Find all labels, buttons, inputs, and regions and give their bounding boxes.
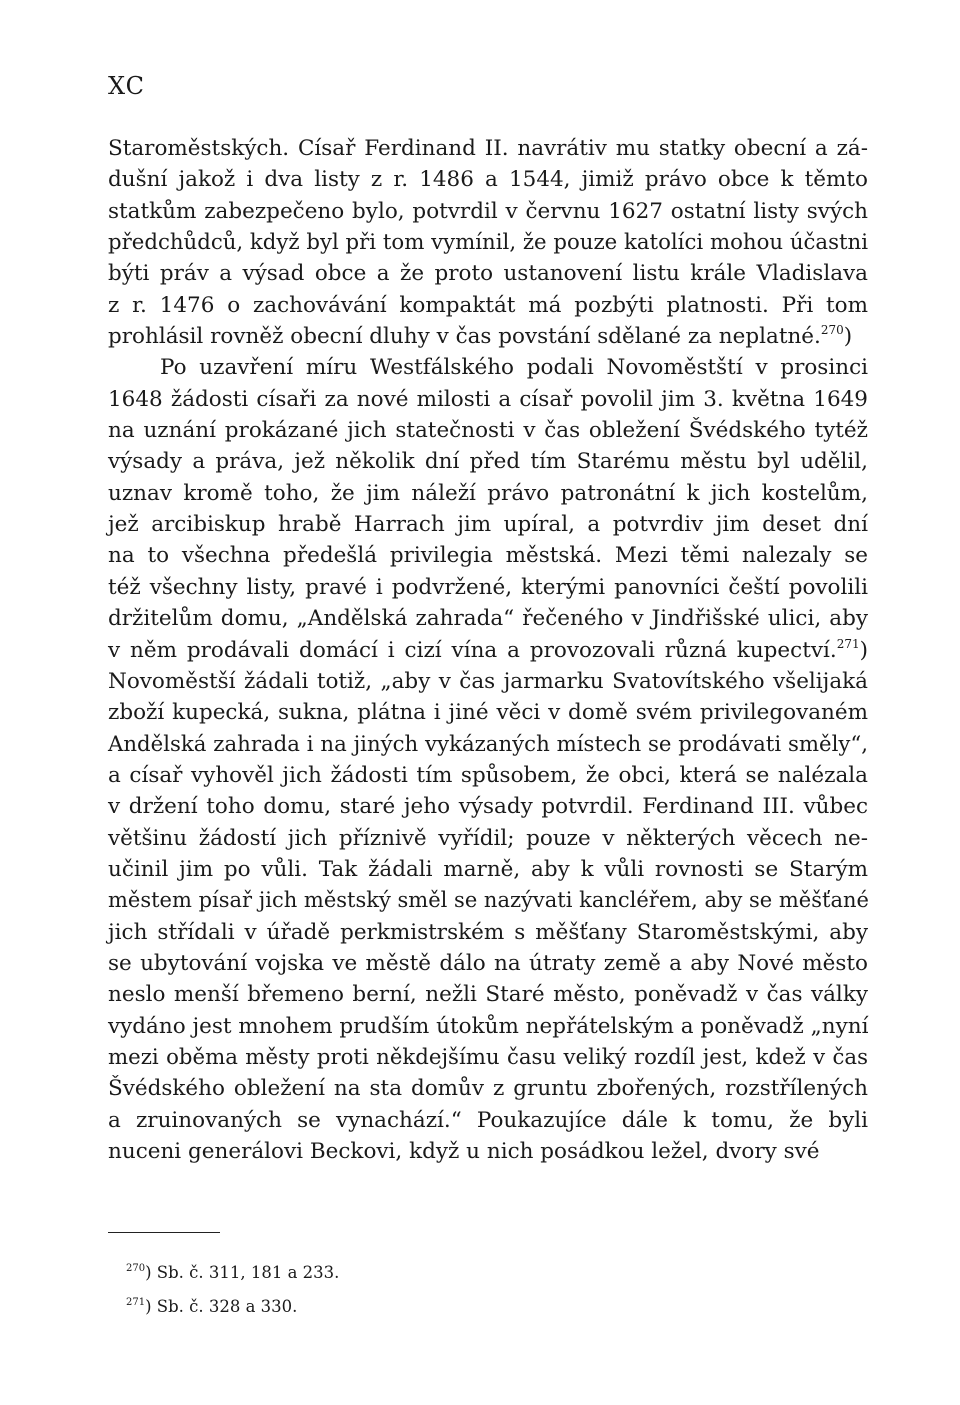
- text-line: [108, 384, 868, 415]
- footnote-reference-paren: ): [843, 324, 853, 350]
- text-line: [108, 760, 868, 791]
- line-text: zboží kupecká, sukna, plátna i jiné věci v domě svém privilegovaném: [108, 700, 868, 726]
- footnote-mark-paren: ): [145, 1297, 152, 1316]
- text-line: [108, 1105, 868, 1136]
- line-text: statkům zabezpečeno bylo, potvrdil v červnu 1627 ostatní listy svých: [108, 198, 868, 224]
- text-line: [108, 823, 868, 854]
- footnote-text: Sb. č. 311, 181 a 233.: [151, 1263, 340, 1282]
- line-text: učinil jim po vůli. Tak žádali marně, aby k vůli rovnosti se Starým: [108, 856, 868, 882]
- footnote-text: Sb. č. 328 a 330.: [151, 1297, 298, 1316]
- line-text: mezi oběma městy proti někdejšímu času veliký rozdíl jest, kdež v čas: [108, 1044, 868, 1070]
- line-text: v něm prodávali domácí i cizí vína a provozovali různá kupectví.: [108, 637, 837, 663]
- line-text: 1648 žádosti císaři za nové milosti a císař povolil jim 3. května 1649: [108, 386, 868, 412]
- text-line: [108, 635, 868, 666]
- text-line: [108, 1136, 868, 1167]
- line-text: výsady a práva, jež několik dní před tím Starému městu byl udělil,: [108, 449, 868, 475]
- line-text: městem písař jich městský směl se nazývati kancléřem, aby se měšťané: [108, 888, 869, 913]
- line-text: Andělská zahrada i na jiných vykázaných místech se prodávati směly“,: [108, 731, 868, 757]
- text-line: [108, 572, 868, 603]
- text-line: [108, 290, 868, 321]
- text-line: [108, 478, 868, 509]
- line-text: většinu žádostí jich příznivě vyřídil; pouze v některých věcech ne-: [108, 825, 868, 851]
- text-line: [108, 352, 868, 383]
- line-text: Staroměstských. Císař Ferdinand II. navrátiv mu statky obecní a zá-: [108, 136, 868, 161]
- footnote: [126, 1290, 339, 1324]
- line-text: neslo menší břemeno berní, nežli Staré město, poněvadž v čas války: [108, 982, 868, 1008]
- line-text: dušní jakož i dva listy z r. 1486 a 1544, jimiž právo obce k těmto: [108, 167, 868, 193]
- line-text: Novoměstší žádali totiž, „aby v čas jarmarku Svatovítského všelijaká: [108, 668, 868, 694]
- text-line: [108, 885, 868, 916]
- line-text: Švédského obležení na sta domův z gruntu zbořených, rozstřílených: [108, 1076, 868, 1102]
- body-text: [108, 133, 868, 1167]
- line-text: jich střídali v úřadě perkmistrském s měšťany Staroměstskými, aby: [108, 919, 868, 945]
- text-line: [108, 697, 868, 728]
- text-line: [108, 133, 868, 164]
- footnote-divider: [108, 1232, 220, 1233]
- footnotes: [126, 1256, 339, 1324]
- text-line: [108, 1011, 868, 1042]
- line-text: býti práv a výsad obce a že proto ustanovení listu krále Vladislava: [108, 261, 868, 287]
- line-text: předchůdců, když byl při tom vymínil, že pouze katolíci mohou účastni: [108, 230, 868, 256]
- line-text: v držení toho domu, staré jeho výsady potvrdil. Ferdinand III. vůbec: [108, 794, 868, 820]
- text-line: [108, 917, 868, 948]
- line-text: a zruinovaných se vynachází.“ Poukazujíce dále k tomu, že byli: [108, 1107, 868, 1133]
- line-text: na to všechna předešlá privilegia městská. Mezi těmi nalezaly se: [108, 543, 868, 569]
- line-text: z r. 1476 o zachovávání kompaktát má pozbýti platnosti. Při tom: [108, 292, 868, 318]
- footnote-mark: 270: [126, 1263, 146, 1274]
- text-line: [108, 1073, 868, 1104]
- line-text: Po uzavření míru Westfálského podali Novoměstští v prosinci: [160, 355, 868, 381]
- text-line: [108, 446, 868, 477]
- line-text: se ubytování vojska ve městě dálo na útraty země a aby Nové město: [108, 950, 868, 976]
- text-line: [108, 791, 868, 822]
- text-line: [108, 227, 868, 258]
- text-line: [108, 854, 868, 885]
- text-line: [108, 1042, 868, 1073]
- text-line: [108, 540, 868, 571]
- text-line: [108, 666, 868, 697]
- footnote-mark: 271: [126, 1297, 146, 1308]
- text-line: [108, 321, 868, 352]
- text-line: [108, 415, 868, 446]
- text-line: [108, 258, 868, 289]
- text-line: [108, 164, 868, 195]
- line-text: na uznání prokázané jich statečnosti v čas obležení Švédského tytéž: [108, 418, 868, 444]
- line-text: držitelům domu, „Andělská zahrada“ řečeného v Jindřišské ulici, aby: [108, 606, 868, 632]
- line-text: nuceni generálovi Beckovi, když u nich posádkou ležel, dvory své: [108, 1139, 820, 1164]
- text-line: [108, 979, 868, 1010]
- line-text: vydáno jest mnohem prudším útokům nepřátelským a poněvadž „nyní: [108, 1013, 869, 1039]
- text-line: [108, 729, 868, 760]
- line-text: jež arcibiskup hrabě Harrach jim upíral, a potvrdiv jim deset dní: [108, 512, 868, 538]
- line-text: a císař vyhověl jich žádosti tím spůsobem, že obci, která se nalézala: [108, 762, 868, 788]
- text-line: [108, 948, 868, 979]
- line-text: uznav kromě toho, že jim náleží právo patronátní k jich kostelům,: [108, 480, 868, 506]
- text-line: [108, 509, 868, 540]
- footnote-reference: 271: [836, 636, 860, 651]
- line-text: též všechny listy, pravé i podvržené, kterými panovníci čeští povolili: [108, 574, 868, 600]
- text-line: [108, 603, 868, 634]
- footnote-mark-paren: ): [145, 1263, 152, 1282]
- line-text: prohlásil rovněž obecní dluhy v čas povstání sdělané za neplatné.: [108, 324, 821, 350]
- footnote-reference-paren: ): [859, 637, 868, 663]
- page-number: XC: [108, 72, 146, 100]
- footnote: [126, 1256, 339, 1290]
- footnote-reference: 270: [820, 323, 844, 338]
- text-line: [108, 196, 868, 227]
